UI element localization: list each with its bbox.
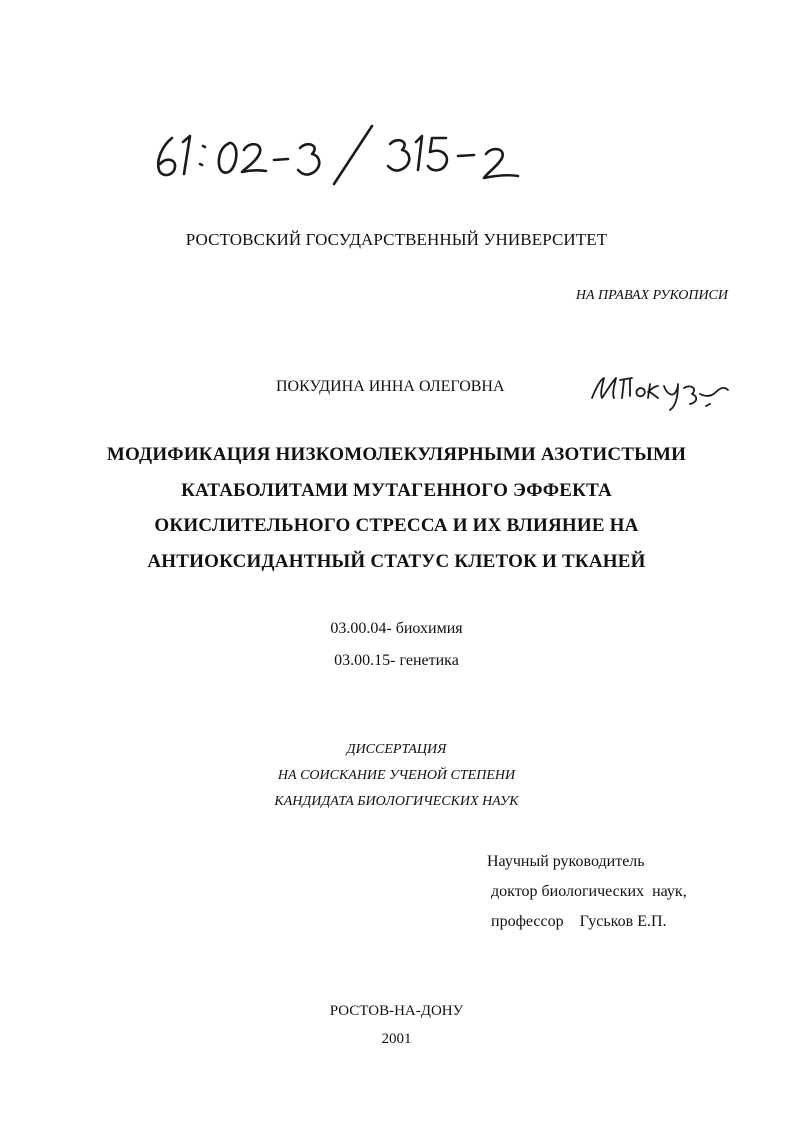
university-name: РОСТОВСКИЙ ГОСУДАРСТВЕННЫЙ УНИВЕРСИТЕТ <box>185 230 608 249</box>
specialty-code: 03.00.04- биохимия <box>330 620 463 637</box>
city-name: РОСТОВ-НА-ДОНУ <box>329 1003 464 1019</box>
title-line: ОКИСЛИТЕЛЬНОГО СТРЕССА И ИХ ВЛИЯНИЕ НА <box>154 515 639 536</box>
degree-statement <box>0 737 793 815</box>
title-line: КАТАБОЛИТАМИ МУТАГЕННОГО ЭФФЕКТА <box>181 479 612 501</box>
author-name: ПОКУДИНА ИННА ОЛЕГОВНА <box>276 378 505 395</box>
handwritten-archive-code <box>150 120 550 190</box>
specialty-codes <box>0 613 793 677</box>
degree-line: НА СОИСКАНИЕ УЧЕНОЙ СТЕПЕНИ <box>277 768 516 783</box>
supervisor-line: профессор Гуськов Е.П. <box>487 913 667 930</box>
title-line: МОДИФИКАЦИЯ НИЗКОМОЛЕКУЛЯРНЫМИ АЗОТИСТЫМИ <box>106 444 687 465</box>
specialty-code: 03.00.15- генетика <box>334 652 459 669</box>
degree-line: КАНДИДАТА БИОЛОГИЧЕСКИХ НАУК <box>274 794 519 809</box>
handwritten-code-text <box>150 120 151 121</box>
year: 2001 <box>381 1031 412 1047</box>
supervisor-line: доктор биологических наук, <box>487 883 687 900</box>
supervisor-block <box>487 847 687 937</box>
handwritten-code-drawing <box>150 120 550 190</box>
title-line: АНТИОКСИДАНТНЫЙ СТАТУС КЛЕТОК И ТКАНЕЙ <box>147 550 646 572</box>
supervisor-line: Научный руководитель <box>487 853 645 870</box>
degree-line: ДИССЕРТАЦИЯ <box>346 742 447 757</box>
manuscript-rights-label: НА ПРАВАХ РУКОПИСИ <box>575 288 728 303</box>
signature-drawing <box>586 368 736 413</box>
dissertation-title <box>0 437 793 579</box>
author-signature <box>586 368 736 413</box>
